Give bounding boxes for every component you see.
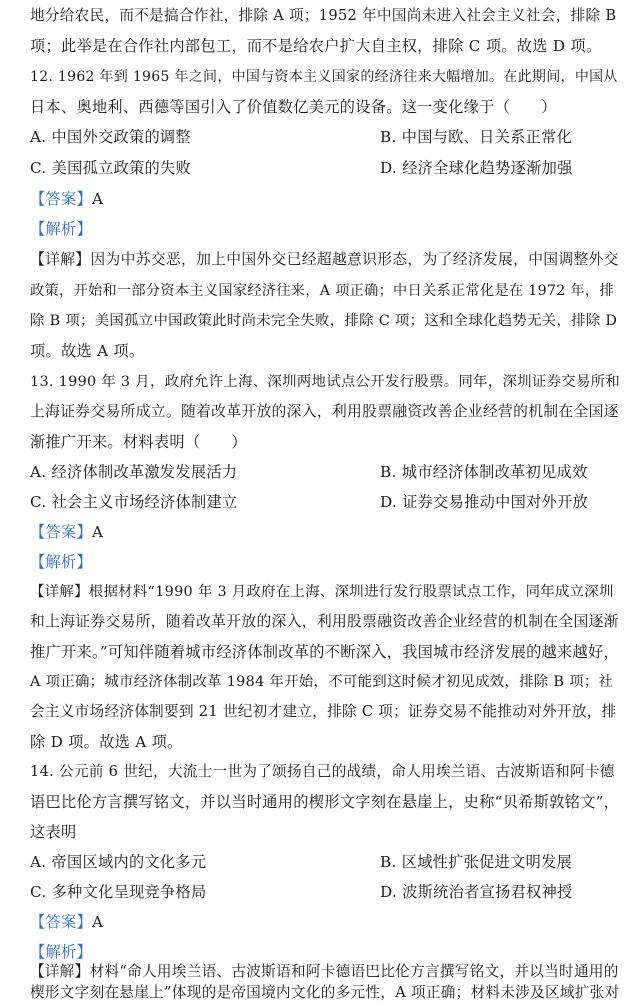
question-13-option-a: A. 经济体制改革激发发展活力 xyxy=(30,463,238,481)
question-12-detail: 除 B 项；美国孤立中国政策此时尚未完全失败，排除 C 项；这和全球化趋势无关，排除 D xyxy=(30,313,618,329)
text-line: 项；此举是在合作社内部包工，而不是给农户扩大自主权，排除 C 项。故选 D 项。 xyxy=(30,37,602,55)
answer-value: A xyxy=(91,190,104,208)
detail-tag: 【详解】 xyxy=(30,584,89,600)
text-line: 地分给农民，而不是搞合作社，排除 A 项；1952 年中国尚未进入社会主义社会，排除 B xyxy=(30,7,617,24)
detail-text: 因为中苏交恶，加上中国外交已经超越意识形态，为了经济发展，中国调整外交 xyxy=(90,251,619,268)
answer-value: A xyxy=(91,913,104,931)
question-13-detail: 除 D 项。故选 A 项。 xyxy=(30,733,183,751)
analysis-tag: 【解析】 xyxy=(30,220,92,238)
analysis-tag: 【解析】 xyxy=(30,943,92,961)
question-12-stem: 日本、奥地利、西德等国引入了价值数亿美元的设备。这一变化缘于（ ） xyxy=(30,98,557,116)
answer-tag: 【答案】 xyxy=(30,913,92,931)
question-14-option-a: A. 帝国区域内的文化多元 xyxy=(30,853,207,871)
question-14-option-d: D. 波斯统治者宣扬君权神授 xyxy=(380,883,573,901)
question-13-analysis xyxy=(30,552,620,572)
question-13-option-d: D. 证券交易推动中国对外开放 xyxy=(380,493,589,511)
detail-text: 根据材料“1990 年 3 月政府在上海、深圳进行发行股票试点工作，同年成立深圳 xyxy=(88,584,614,600)
question-12-stem: 12. 1962 年到 1965 年之间，中国与资本主义国家的经济往来大幅增加。在此期间，中国从 xyxy=(30,69,618,85)
question-14-answer xyxy=(30,912,620,932)
answer-tag: 【答案】 xyxy=(30,190,92,208)
question-12-option-c: C. 美国孤立政策的失败 xyxy=(30,159,192,177)
question-14-option-c: C. 多种文化呈现竞争格局 xyxy=(30,883,207,901)
detail-tag: 【详解】 xyxy=(30,251,91,268)
question-12-option-b: B. 中国与欧、日关系正常化 xyxy=(380,128,573,146)
analysis-tag: 【解析】 xyxy=(30,553,92,571)
question-13-stem: 渐推广开来。材料表明（ ） xyxy=(30,433,247,451)
question-14-detail: 楔形文字刻在悬崖上”体现的是帝国境内文化的多元性，A 项正确；材料未涉及区域扩张对 xyxy=(30,984,620,1001)
question-12-detail: 项。故选 A 项。 xyxy=(30,342,145,360)
question-13-answer xyxy=(30,522,620,542)
question-13-option-b: B. 城市经济体制改革初见成效 xyxy=(380,463,588,481)
answer-value: A xyxy=(91,523,104,541)
question-14-stem: 这表明 xyxy=(30,823,77,841)
question-13-detail: A 项正确；城市经济体制改革 1984 年开始，不可能到这时候才初见成效，排除 B 项；社 xyxy=(30,674,614,690)
question-13-stem: 13. 1990 年 3 月，政府允许上海、深圳两地试点公开发行股票。同年，深圳证券交易所和 xyxy=(30,374,621,390)
answer-tag: 【答案】 xyxy=(30,523,92,541)
question-13-detail: 和上海证券交易所，随着改革开放的深入，利用股票融资改善企业经营的机制在全国逐渐 xyxy=(30,613,619,630)
question-12-detail: 政策，开始和一部分资本主义国家经济往来，A 项正确；中日关系正常化是在 1972 年，排 xyxy=(30,283,614,299)
question-14-analysis xyxy=(30,942,620,962)
question-13-option-c: C. 社会主义市场经济体制建立 xyxy=(30,493,238,511)
question-14-stem: 语巴比伦方言撰写铭文，并以当时通用的楔形文字刻在悬崖上，史称“贝希斯敦铭文”， xyxy=(30,793,620,811)
question-13-detail: 推广开来。”可知伴随着城市经济体制改革的不断深入，我国城市经济发展的越来越好， xyxy=(30,643,619,661)
question-13-detail xyxy=(30,582,620,602)
question-14-stem: 14. 公元前 6 世纪，大流士一世为了颂扬自己的战绩，命人用埃兰语、古波斯语和阿卡德 xyxy=(30,763,615,780)
question-14-option-b: B. 区域性扩张促进文明发展 xyxy=(380,853,573,871)
question-12-answer xyxy=(30,189,620,209)
question-13-detail: 会主义市场经济体制要到 21 世纪初才建立，排除 C 项；证券交易不能推动对外开放，排 xyxy=(30,703,617,720)
question-12-analysis xyxy=(30,219,620,239)
question-12-detail xyxy=(30,250,620,270)
question-13-stem: 上海证券交易所成立。随着改革开放的深入，利用股票融资改善企业经营的机制在全国逐 xyxy=(30,403,619,420)
detail-text: 材料“命人用埃兰语、古波斯语和阿卡德语巴比伦方言撰写铭文，并以当时通用的 xyxy=(89,963,619,980)
question-14-detail xyxy=(30,962,620,982)
question-12-option-a: A. 中国外交政策的调整 xyxy=(30,128,191,146)
detail-tag: 【详解】 xyxy=(30,963,90,980)
question-12-option-d: D. 经济全球化趋势逐渐加强 xyxy=(380,159,573,177)
